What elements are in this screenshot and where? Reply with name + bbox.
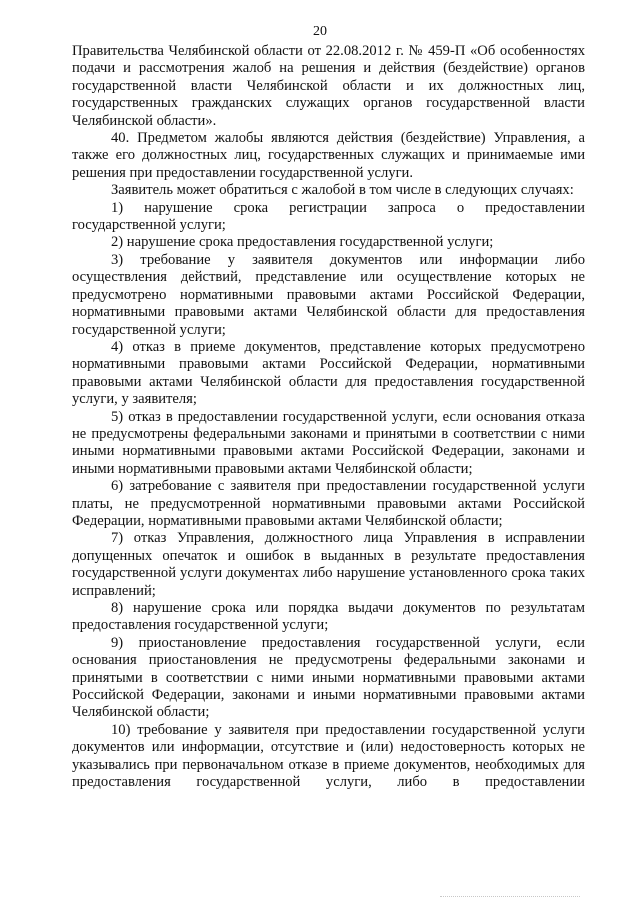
page-number: 20: [313, 24, 327, 39]
list-item-case-5: 5) отказ в предоставлении государственной услуги, если основания отказа не предусмотрены федеральными законами и принятыми в соответствии с ними иными нормативными правовыми актами Российской Федерации, законами и иными нормативными правовыми актами Челябинской области;: [72, 408, 585, 477]
list-item-case-7: 7) отказ Управления, должностного лица Управления в исправлении допущенных опечаток и ошибок в выданных в результате предоставления государственной услуги документах либо нарушение установленного срока таких исправлений;: [72, 530, 585, 599]
list-item-case-10: 10) требование у заявителя при предоставлении государственной услуги документов или информации, отсутствие и (или) недостоверность которых не указывались при первоначальном отказе в приеме документов, необходимых для предоставления государственной услуги, либо в предоставлении: [72, 721, 585, 791]
paragraph-regulation-reference: Правительства Челябинской области от 22.08.2012 г. № 459-П «Об особенностях подачи и рассмотрения жалоб на решения и действия (бездействие) органов государственной власти Челябинской области и их должностных лиц, государственных гражданских служащих органов государственной власти Челябинской области».: [72, 43, 585, 129]
scan-artifact-line: [440, 896, 580, 898]
list-item-case-6: 6) затребование с заявителя при предоставлении государственной услуги платы, не предусмотренной нормативными правовыми актами Российской Федерации, нормативными правовыми актами Челябинской области;: [72, 478, 585, 529]
document-body: [72, 43, 585, 791]
list-item-case-3: 3) требование у заявителя документов или информации либо осуществления действий, представление или осуществление которых не предусмотрено нормативными правовыми актами Российской Федерации, нормативными правовыми актами Челябинской области для предоставления государственной услуги;: [72, 251, 585, 338]
list-item-case-8: 8) нарушение срока или порядка выдачи документов по результатам предоставления государственной услуги;: [72, 600, 585, 634]
paragraph-complaint-cases-intro: Заявитель может обратиться с жалобой в том числе в следующих случаях:: [111, 182, 574, 199]
list-item-case-1: 1) нарушение срока регистрации запроса о предоставлении государственной услуги;: [72, 199, 585, 234]
paragraph-item-40: 40. Предметом жалобы являются действия (бездействие) Управления, а также его должностных лиц, государственных служащих и принимаемые ими решения при предоставлении государственной услуги.: [72, 130, 585, 181]
list-item-case-4: 4) отказ в приеме документов, представление которых предусмотрено нормативными правовыми актами Российской Федерации, нормативными правовыми актами Челябинской области для предоставления государственной услуги, у заявителя;: [72, 338, 585, 408]
list-item-case-2: 2) нарушение срока предоставления государственной услуги;: [111, 234, 494, 251]
list-item-case-9: 9) приостановление предоставления государственной услуги, если основания приостановления не предусмотрены федеральными законами и принятыми в соответствии с ними иными нормативными правовыми актами Российской Федерации, законами и иными нормативными правовыми актами Челябинской области;: [72, 634, 585, 721]
